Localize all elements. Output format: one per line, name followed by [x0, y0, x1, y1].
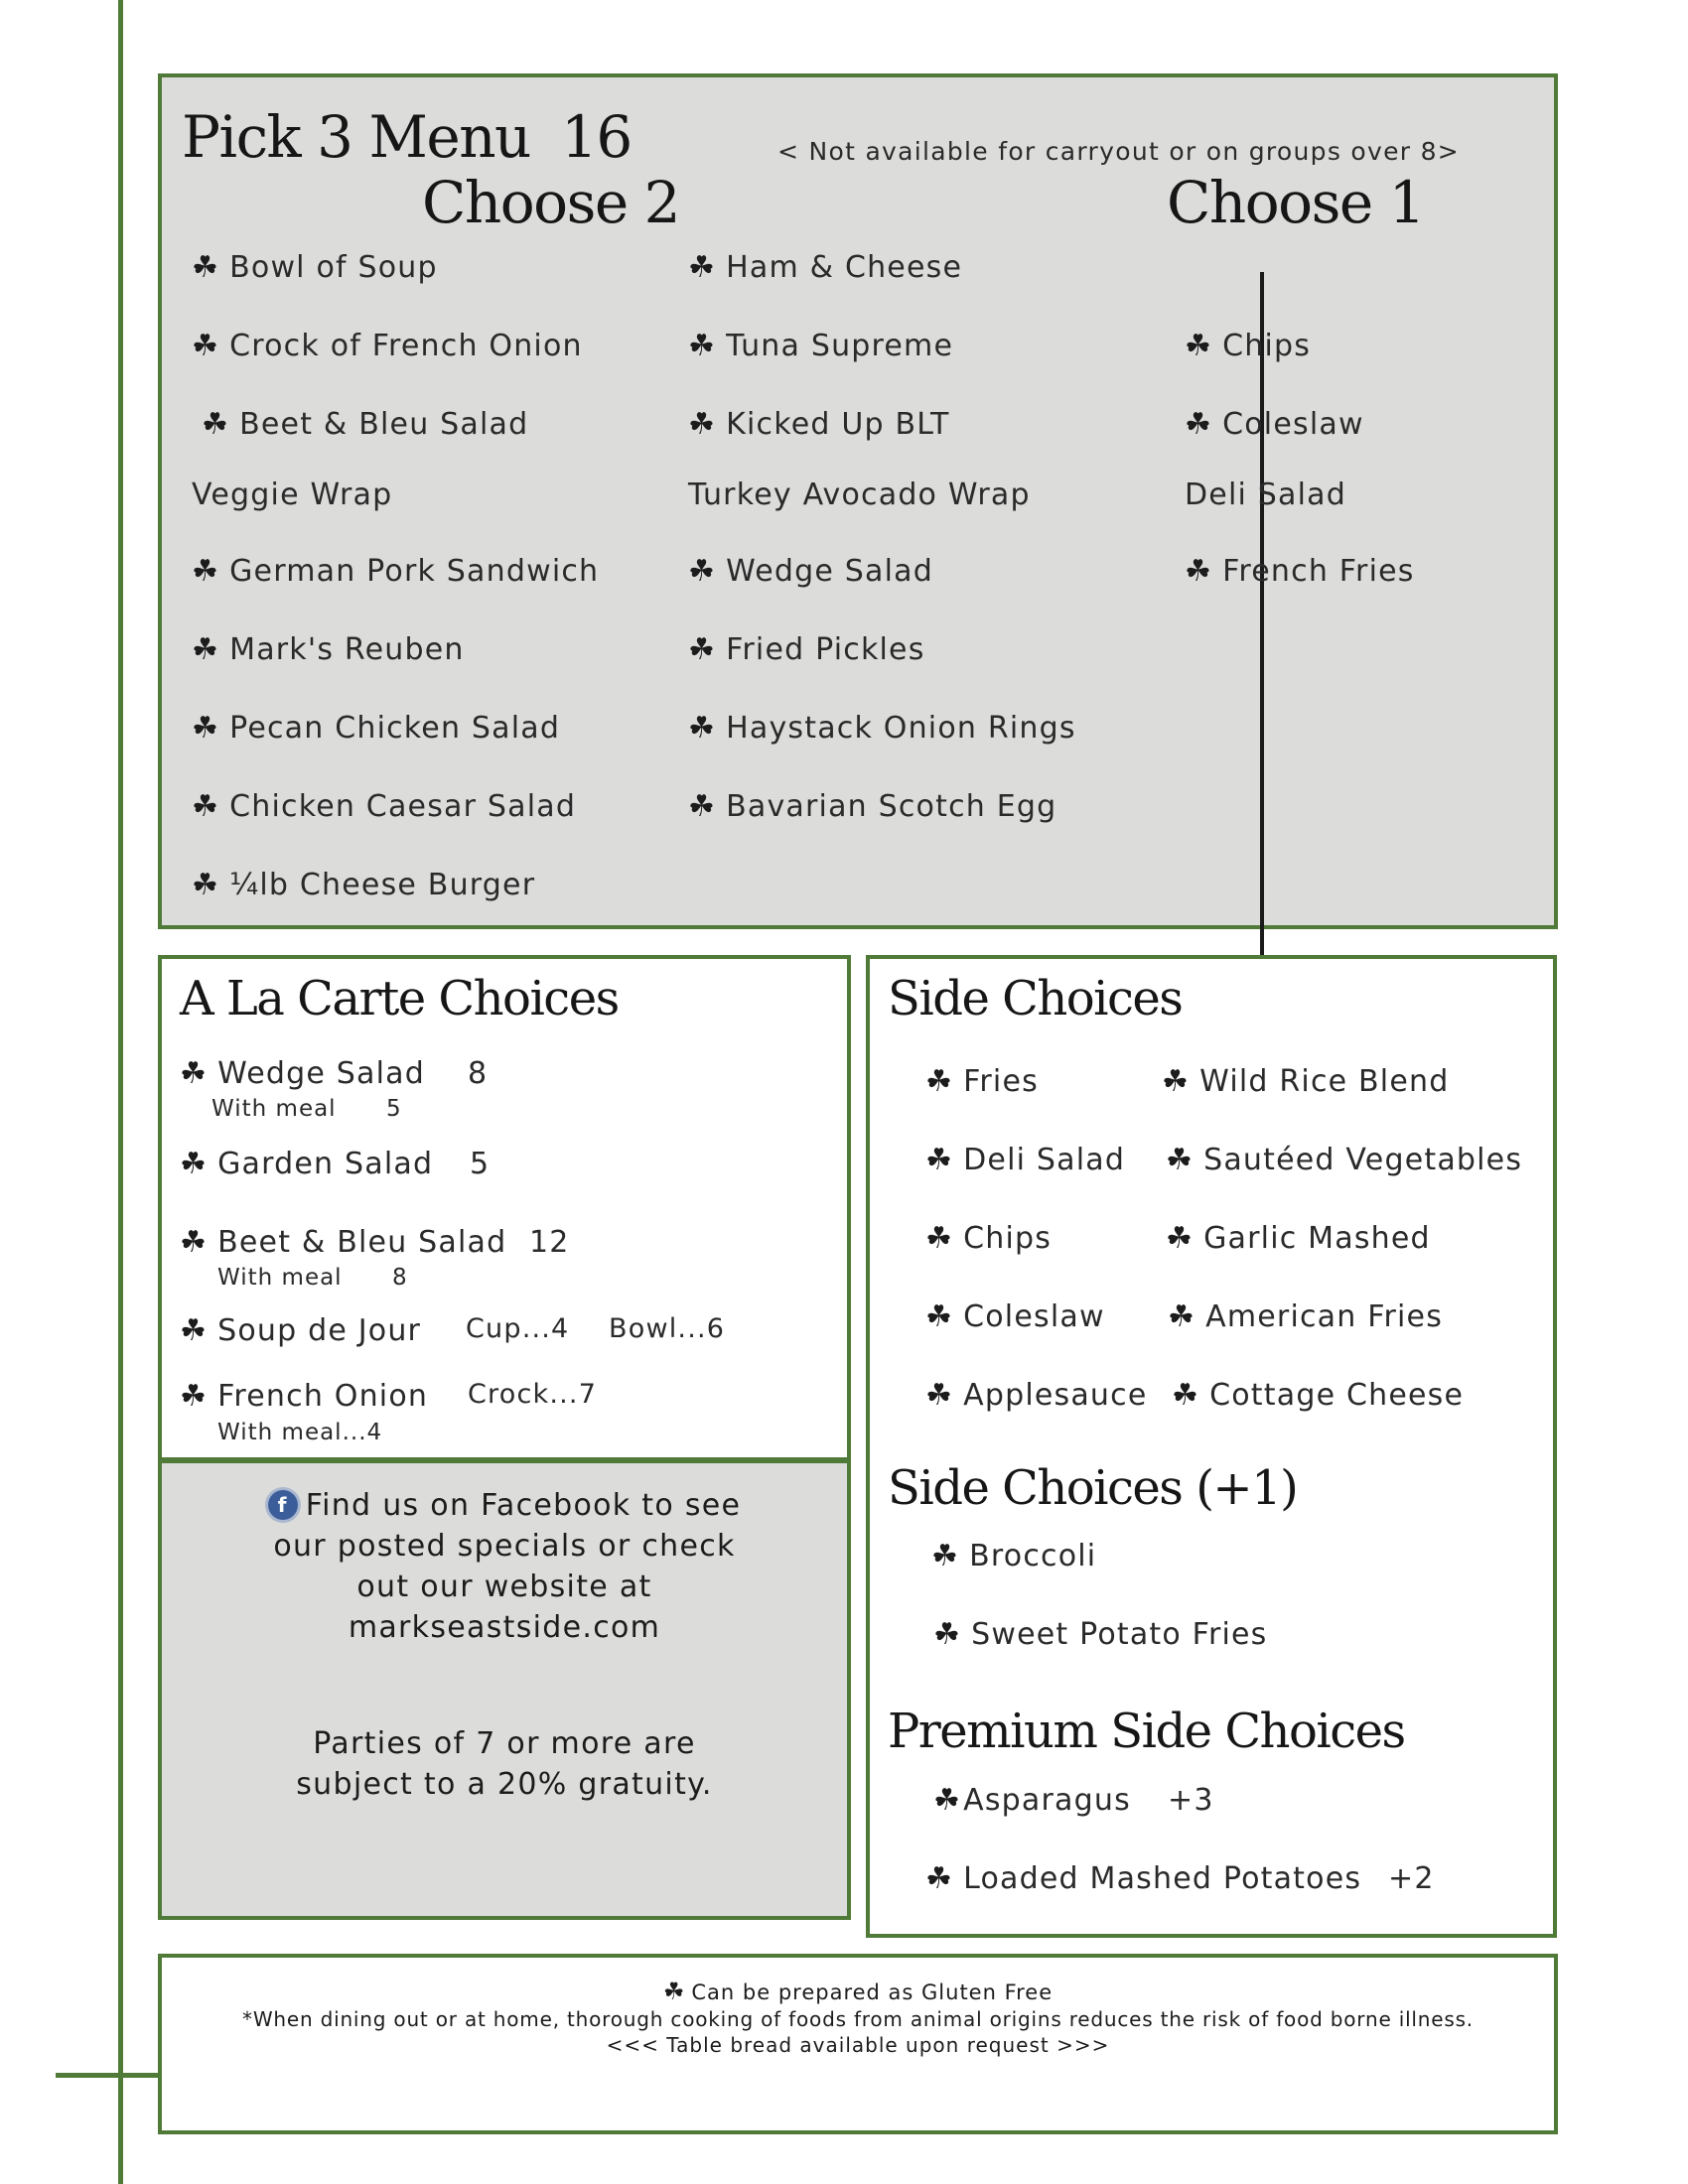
clover-icon: ☘ [192, 250, 220, 285]
side-choices-plus1-heading: Side Choices (+1) [888, 1460, 1298, 1516]
list-item: ☘ Sautéed Vegetables [1166, 1143, 1523, 1177]
clover-icon: ☘ [925, 1378, 954, 1413]
list-item: ☘ Garlic Mashed [1166, 1221, 1431, 1256]
clover-icon: ☘ [180, 1056, 209, 1091]
clover-icon: ☘ [688, 711, 717, 746]
list-item: ☘ Crock of French Onion [192, 329, 583, 363]
clover-icon: ☘ [688, 329, 717, 363]
clover-icon: ☘ [192, 329, 220, 363]
clover-icon: ☘ [925, 1221, 954, 1256]
list-item: ☘Asparagus [933, 1783, 1131, 1818]
item-price: 12 [529, 1225, 570, 1260]
clover-icon: ☘ [688, 407, 717, 442]
list-item: ☘ Fried Pickles [688, 632, 925, 667]
list-item: Turkey Avocado Wrap [688, 478, 1031, 512]
pick3-title: Pick 3 Menu [182, 103, 530, 171]
list-item: ☘ Bowl of Soup [192, 250, 438, 285]
gratuity-note: Parties of 7 or more are subject to a 20% gratuity. [296, 1726, 713, 1802]
list-item: ☘ Mark's Reuben [192, 632, 465, 667]
alacarte-section [158, 955, 851, 1461]
list-item: ☘ Applesauce [925, 1378, 1148, 1413]
food-safety-warning: *When dining out or at home, thorough cooking of foods from animal origins reduces the risk of food borne illness. [242, 2007, 1474, 2031]
list-item: ☘ French Fries [1185, 554, 1415, 589]
list-item: Veggie Wrap [192, 478, 393, 512]
list-item: ☘ Pecan Chicken Salad [192, 711, 561, 746]
bowl-price: Bowl...6 [609, 1313, 726, 1344]
list-item: ☘ Chicken Caesar Salad [192, 789, 577, 824]
clover-icon: ☘ [180, 1313, 209, 1348]
list-item: ☘ Deli Salad [925, 1143, 1126, 1177]
column-divider [1260, 272, 1264, 969]
alacarte-heading: A La Carte Choices [180, 971, 619, 1026]
clover-icon: ☘ [1185, 554, 1213, 589]
with-meal-price: 8 [392, 1265, 408, 1291]
list-item: ☘ Wild Rice Blend [1162, 1064, 1450, 1099]
list-item: ☘ Bavarian Scotch Egg [688, 789, 1057, 824]
item-price: 5 [470, 1147, 491, 1181]
pick3-section [158, 73, 1558, 929]
list-item: ☘ Loaded Mashed Potatoes [925, 1861, 1362, 1896]
crock-price: Crock...7 [468, 1379, 598, 1410]
clover-icon: ☘ [925, 1861, 954, 1896]
facebook-icon: f [268, 1490, 298, 1520]
clover-icon: ☘ [688, 789, 717, 824]
list-item: ☘ Beet & Bleu Salad [202, 407, 529, 442]
clover-icon: ☘ [192, 632, 220, 667]
side-choices-section [866, 955, 1557, 1938]
with-meal-label: With meal [211, 1096, 337, 1122]
clover-icon: ☘ [688, 250, 717, 285]
item-price: +2 [1388, 1861, 1435, 1896]
clover-icon: ☘ [192, 868, 220, 902]
list-item: ☘ Broccoli [931, 1539, 1097, 1573]
footer-section [158, 1954, 1558, 2134]
list-item: ☘ Sweet Potato Fries [933, 1617, 1268, 1652]
clover-icon: ☘ [933, 1783, 962, 1818]
list-item: ☘ Fries [925, 1064, 1039, 1099]
table-bread-note: <<< Table bread available upon request >>> [606, 2033, 1110, 2057]
with-meal-price: 5 [386, 1096, 402, 1122]
clover-icon: ☘ [662, 1978, 686, 2005]
clover-icon: ☘ [1162, 1064, 1191, 1099]
premium-sides-heading: Premium Side Choices [888, 1704, 1405, 1759]
with-meal-price: With meal...4 [217, 1420, 383, 1445]
with-meal-label: With meal [217, 1265, 343, 1291]
side-choices-heading: Side Choices [888, 971, 1183, 1026]
clover-icon: ☘ [688, 554, 717, 589]
list-item: Deli Salad [1185, 478, 1346, 512]
item-price: 8 [468, 1056, 489, 1091]
clover-icon: ☘ [1185, 329, 1213, 363]
list-item: ☘ Chips [1185, 329, 1312, 363]
choose1-heading: Choose 1 [1167, 169, 1424, 236]
list-item: ☘ German Pork Sandwich [192, 554, 600, 589]
clover-icon: ☘ [1168, 1299, 1196, 1334]
list-item: ☘ American Fries [1168, 1299, 1444, 1334]
clover-icon: ☘ [180, 1147, 209, 1181]
list-item: ☘ ¼lb Cheese Burger [192, 868, 536, 902]
item-price: +3 [1168, 1783, 1214, 1818]
gluten-free-note: ☘ Can be prepared as Gluten Free [662, 1978, 1054, 2005]
clover-icon: ☘ [925, 1143, 954, 1177]
list-item: ☘ Beet & Bleu Salad [180, 1225, 507, 1260]
list-item: ☘ Soup de Jour [180, 1313, 422, 1348]
left-vertical-rule [118, 0, 123, 2184]
clover-icon: ☘ [192, 789, 220, 824]
facebook-section [158, 1459, 851, 1920]
clover-icon: ☘ [180, 1225, 209, 1260]
list-item: ☘ Wedge Salad [688, 554, 933, 589]
website-link[interactable]: markseastside.com [348, 1610, 661, 1645]
list-item: ☘ Chips [925, 1221, 1053, 1256]
list-item: ☘ Kicked Up BLT [688, 407, 950, 442]
cup-price: Cup...4 [466, 1313, 570, 1344]
list-item: ☘ Tuna Supreme [688, 329, 954, 363]
clover-icon: ☘ [933, 1617, 962, 1652]
clover-icon: ☘ [1172, 1378, 1200, 1413]
list-item: ☘ Wedge Salad [180, 1056, 425, 1091]
clover-icon: ☘ [925, 1299, 954, 1334]
clover-icon: ☘ [1166, 1221, 1195, 1256]
list-item: ☘ Garden Salad [180, 1147, 434, 1181]
clover-icon: ☘ [688, 632, 717, 667]
choose2-heading: Choose 2 [422, 169, 679, 236]
facebook-text: f Find us on Facebook to see our posted specials or check out our website at markseastside.com [162, 1485, 847, 1648]
list-item: ☘ Ham & Cheese [688, 250, 963, 285]
list-item: ☘ Haystack Onion Rings [688, 711, 1076, 746]
clover-icon: ☘ [192, 711, 220, 746]
clover-icon: ☘ [202, 407, 230, 442]
clover-icon: ☘ [1166, 1143, 1195, 1177]
carryout-note: < Not available for carryout or on groups over 8> [777, 137, 1461, 166]
list-item: ☘ French Onion [180, 1379, 429, 1414]
clover-icon: ☘ [931, 1539, 960, 1573]
list-item: ☘ Coleslaw [925, 1299, 1105, 1334]
clover-icon: ☘ [192, 554, 220, 589]
list-item: ☘ Coleslaw [1185, 407, 1364, 442]
clover-icon: ☘ [180, 1379, 209, 1414]
pick3-price: 16 [561, 103, 632, 171]
clover-icon: ☘ [1185, 407, 1213, 442]
clover-icon: ☘ [925, 1064, 954, 1099]
list-item: ☘ Cottage Cheese [1172, 1378, 1465, 1413]
